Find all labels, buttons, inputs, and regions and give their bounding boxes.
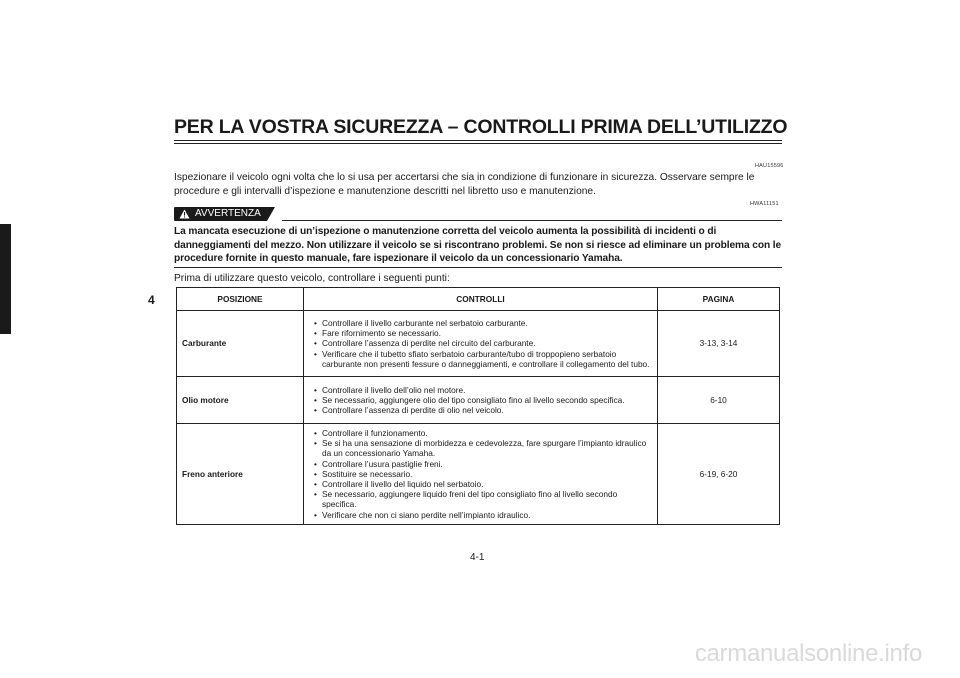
row-checks [304, 424, 658, 525]
check-item: • Fare rifornimento se necessario. [314, 328, 651, 338]
check-item: • Controllare l’assenza di perdite nel circuito del carburante. [314, 338, 651, 348]
check-item: • Controllare il livello carburante nel serbatoio carburante. [314, 318, 651, 328]
row-checks [304, 311, 658, 377]
warning-code: HWA11151 [750, 201, 779, 207]
warning-label: AVVERTENZA [195, 208, 261, 219]
pre-table-text: Prima di utilizzare questo veicolo, controllare i seguenti punti: [174, 273, 450, 284]
header-checks: CONTROLLI [304, 288, 658, 311]
table-row [177, 377, 780, 424]
header-position: POSIZIONE [177, 288, 304, 311]
check-item: • Controllare l’assenza di perdite di olio nel veicolo. [314, 405, 651, 415]
row-position: Olio motore [177, 377, 304, 424]
check-item: • Controllare l’usura pastiglie freni. [314, 459, 651, 469]
check-item: • Sostituire se necessario. [314, 469, 651, 479]
warning-rule [282, 220, 782, 221]
warning-badge [174, 207, 267, 221]
check-item: • Controllare il livello del liquido nel serbatoio. [314, 479, 651, 489]
check-item: • Se si ha una sensazione di morbidezza e cedevolezza, fare spurgare l’impianto idraulico da un concessionario Yamaha. [314, 438, 651, 458]
check-item: • Verificare che non ci siano perdite nell’impianto idraulico. [314, 510, 651, 520]
watermark: carmanualsonline.info [694, 640, 922, 667]
page-number: 4-1 [470, 552, 485, 563]
intro-paragraph: Ispezionare il veicolo ogni volta che lo si usa per accertarsi che sia in condizione di funzionare in sicurezza. Osservare sempre le procedure e gli intervalli d’ispezione e manutenzione descritti nel libretto uso e manutenzione. [174, 172, 755, 197]
check-item: • Se necessario, aggiungere olio del tipo consigliato fino al livello secondo specifica. [314, 395, 651, 405]
row-page: 6-19, 6-20 [658, 424, 780, 525]
check-item: • Controllare il livello dell’olio nel motore. [314, 385, 651, 395]
row-page: 6-10 [658, 377, 780, 424]
row-position: Freno anteriore [177, 424, 304, 525]
reference-code-top: HAU15596 [755, 163, 784, 169]
check-item: • Se necessario, aggiungere liquido freni del tipo consigliato fino al livello secondo specifica. [314, 489, 651, 509]
check-item: • Verificare che il tubetto sfiato serbatoio carburante/tubo di troppopieno serbatoio carburante non presenti fessure o danneggiamenti, e controllare il collegamento del tubo. [314, 349, 651, 369]
check-item: • Controllare il funzionamento. [314, 428, 651, 438]
title-rule-secondary [174, 143, 782, 144]
chapter-side-tab [0, 224, 11, 334]
row-page: 3-13, 3-14 [658, 311, 780, 377]
table-row [177, 424, 780, 525]
chapter-number: 4 [148, 293, 155, 307]
row-checks [304, 377, 658, 424]
checks-table [176, 287, 780, 525]
title-rule [174, 140, 782, 141]
warning-text: La mancata esecuzione di un’ispezione o manutenzione corretta del veicolo aumenta la possibilità di incidenti o di danneggiamenti del mezzo. Non utilizzare il veicolo se si riscontrano problemi. Se non si riesce ad eliminare un problema con le procedure fornite in questo manuale, fare ispezionare il veicolo da un concessionario Yamaha. [174, 226, 782, 264]
warning-bottom-rule [174, 267, 782, 268]
table-row [177, 311, 780, 377]
warning-triangle-icon [179, 209, 190, 219]
row-position: Carburante [177, 311, 304, 377]
page-title: PER LA VOSTRA SICUREZZA – CONTROLLI PRIMA DELL’UTILIZZO [174, 116, 788, 138]
table-header-row [177, 288, 780, 311]
header-page: PAGINA [658, 288, 780, 311]
